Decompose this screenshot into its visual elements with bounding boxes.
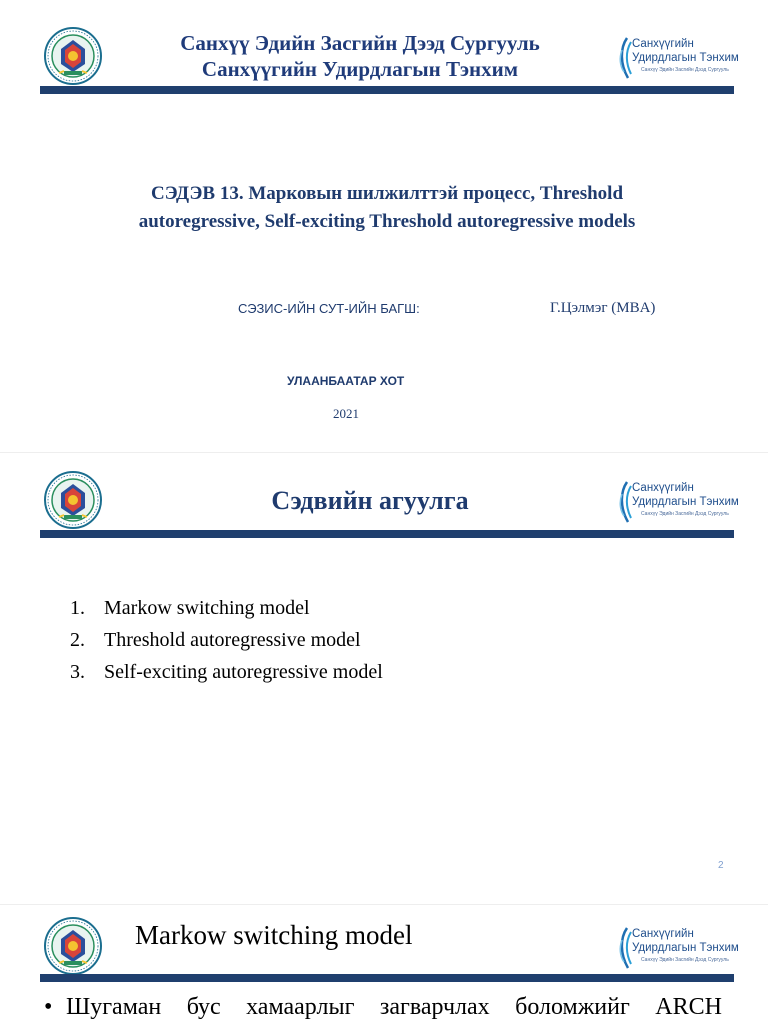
contents-title: Сэдвийн агуулга (271, 486, 469, 515)
bullet-paragraph (44, 992, 724, 1022)
logo-text-line1: Санхүүгийн (632, 482, 694, 494)
header-divider-bar (40, 974, 734, 982)
bullet-word: загварчлах (379, 994, 490, 1020)
bullet-word: хамаарлыг (246, 994, 355, 1020)
bullet-words (66, 992, 722, 1022)
lecture-title (40, 180, 734, 236)
lecture-title-line1: СЭДЭВ 13. Марковын шилжилттэй процесс, Threshold (150, 183, 624, 204)
header-divider-bar (40, 530, 734, 538)
bullet-marker: • (44, 994, 53, 1020)
logo-text-line2: Удирдлагын Тэнхим (632, 496, 739, 508)
lecture-title-line2: autoregressive, Self-exciting Threshold autoregressive models (138, 211, 636, 232)
list-item-number: 1. (70, 597, 85, 619)
list-item-text: Threshold autoregressive model (104, 629, 361, 651)
logo-text-line3: Санхүү Эдийн Засгийн Дээд Сургууль (641, 511, 729, 517)
contents-list (70, 592, 383, 688)
university-crest-icon (44, 27, 102, 85)
header-department-name: Санхүүгийн Удирдлагын Тэнхим (201, 57, 519, 81)
content-slide (0, 904, 768, 1024)
logo-text-line1: Санхүүгийн (632, 38, 694, 50)
logo-text-line3: Санхүү Эдийн Засгийн Дээд Сургууль (641, 957, 729, 963)
list-item-number: 3. (70, 661, 85, 683)
department-logo (618, 34, 739, 82)
university-crest-icon (44, 471, 102, 529)
list-item (70, 624, 383, 656)
logo-text-line1: Санхүүгийн (632, 928, 694, 940)
department-logo (618, 478, 739, 526)
year-label: 2021 (333, 406, 359, 421)
teacher-name: Г.Цэлмэг (MBA) (550, 300, 656, 316)
bullet-word: ARCH (655, 994, 722, 1020)
bullet-word: бус (186, 994, 221, 1020)
list-item (70, 656, 383, 688)
bullet-word: боломжийг (515, 994, 630, 1020)
title-slide (0, 0, 768, 452)
contents-slide (0, 452, 768, 904)
list-item-number: 2. (70, 629, 85, 651)
list-item-text: Self-exciting autoregressive model (104, 661, 383, 683)
bullet-word: Шугаман (66, 994, 162, 1020)
slide-number: 2 (718, 860, 724, 871)
logo-text-line2: Удирдлагын Тэнхим (632, 942, 739, 954)
list-item (70, 592, 383, 624)
teacher-label: СЭЗИС-ИЙН СУТ-ИЙН БАГШ: (238, 301, 420, 316)
department-logo (618, 924, 739, 972)
city-label: УЛААНБААТАР ХОТ (287, 374, 405, 388)
university-crest-icon (44, 917, 102, 975)
slide-title: Markow switching model (135, 920, 413, 950)
header-university-name: Санхүү Эдийн Засгийн Дээд Сургууль (180, 31, 540, 55)
logo-text-line2: Удирдлагын Тэнхим (632, 52, 739, 64)
logo-text-line3: Санхүү Эдийн Засгийн Дээд Сургууль (641, 67, 729, 73)
header-divider-bar (40, 86, 734, 94)
list-item-text: Markow switching model (104, 597, 310, 619)
